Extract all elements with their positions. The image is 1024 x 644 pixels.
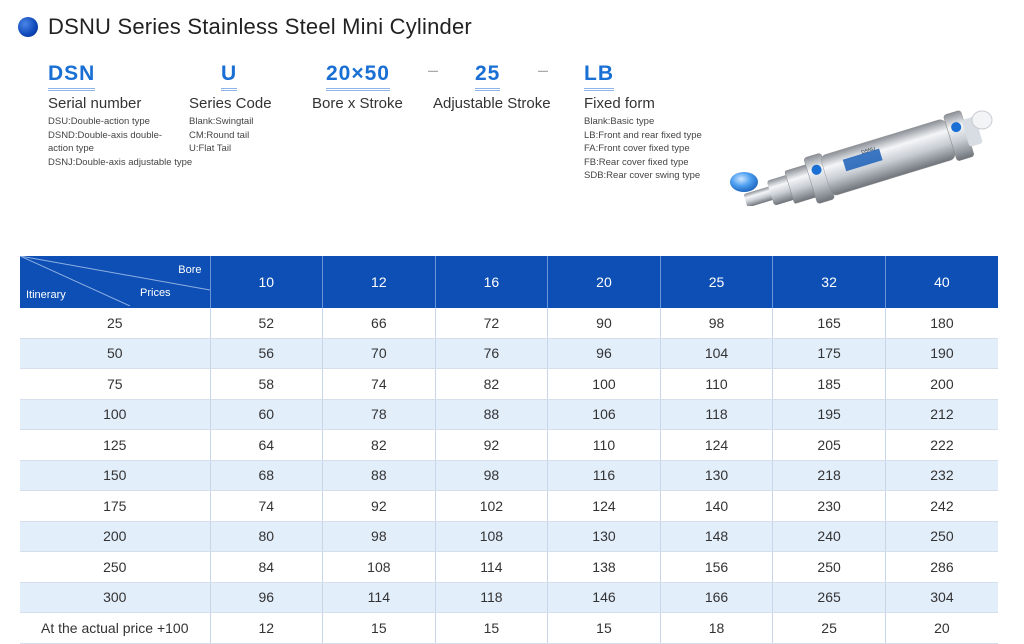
price-cell: 15 <box>435 613 548 644</box>
price-cell: 15 <box>323 613 436 644</box>
price-cell: 138 <box>548 552 661 583</box>
price-cell: 58 <box>210 369 323 400</box>
table-row <box>20 582 998 613</box>
price-cell: 70 <box>323 338 436 369</box>
desc-line: Blank:Basic type <box>584 116 655 127</box>
price-cell: 205 <box>773 430 886 461</box>
table-row <box>20 521 998 552</box>
desc-line: Blank:Swingtail <box>189 116 254 127</box>
table-row <box>20 613 998 644</box>
table-row <box>20 308 998 338</box>
price-cell: 180 <box>885 308 998 338</box>
price-cell: 92 <box>323 491 436 522</box>
price-cell: 175 <box>773 338 886 369</box>
code-label: Adjustable Stroke <box>433 95 551 112</box>
code-label: Series Code <box>189 95 272 112</box>
price-cell: 98 <box>660 308 773 338</box>
price-cell: 74 <box>323 369 436 400</box>
bore-header: 10 <box>210 256 323 308</box>
bore-header: 20 <box>548 256 661 308</box>
bore-header: 25 <box>660 256 773 308</box>
table-row <box>20 491 998 522</box>
price-cell: 18 <box>660 613 773 644</box>
stroke-cell: 150 <box>20 460 210 491</box>
desc-line: FA:Front cover fixed type <box>584 143 690 154</box>
desc-line: LB:Front and rear fixed type <box>584 129 702 141</box>
price-cell: 56 <box>210 338 323 369</box>
price-cell: 166 <box>660 582 773 613</box>
stroke-cell: 175 <box>20 491 210 522</box>
price-cell: 100 <box>548 369 661 400</box>
stroke-cell: 250 <box>20 552 210 583</box>
price-cell: 130 <box>660 460 773 491</box>
stroke-cell: 300 <box>20 582 210 613</box>
code-value: 20×50 <box>326 62 390 91</box>
price-cell: 88 <box>435 399 548 430</box>
table-row <box>20 460 998 491</box>
price-cell: 20 <box>885 613 998 644</box>
bore-header: 40 <box>885 256 998 308</box>
table-row <box>20 399 998 430</box>
price-cell: 230 <box>773 491 886 522</box>
price-cell: 140 <box>660 491 773 522</box>
code-value: U <box>221 62 237 91</box>
code-label: Serial number <box>48 95 142 112</box>
price-cell: 304 <box>885 582 998 613</box>
price-cell: 232 <box>885 460 998 491</box>
price-cell: 222 <box>885 430 998 461</box>
code-fixed-form <box>584 62 702 183</box>
price-cell: 250 <box>885 521 998 552</box>
price-cell: 96 <box>548 338 661 369</box>
price-cell: 72 <box>435 308 548 338</box>
price-cell: 76 <box>435 338 548 369</box>
desc-line: CM:Round tail <box>189 129 250 141</box>
price-cell: 148 <box>660 521 773 552</box>
price-cell: 78 <box>323 399 436 430</box>
code-bore-stroke <box>312 62 403 112</box>
code-series <box>189 62 272 156</box>
price-cell: 12 <box>210 613 323 644</box>
table-row <box>20 430 998 461</box>
stroke-cell: 125 <box>20 430 210 461</box>
code-value: DSN <box>48 62 95 91</box>
price-cell: 74 <box>210 491 323 522</box>
code-value: 25 <box>475 62 500 91</box>
cylinder-image <box>726 96 996 206</box>
price-cell: 146 <box>548 582 661 613</box>
price-cell: 185 <box>773 369 886 400</box>
price-cell: 102 <box>435 491 548 522</box>
price-table <box>20 256 998 644</box>
price-cell: 118 <box>660 399 773 430</box>
corner-itinerary-label: Itinerary <box>26 289 66 301</box>
price-cell: 90 <box>548 308 661 338</box>
stroke-cell: 200 <box>20 521 210 552</box>
price-cell: 240 <box>773 521 886 552</box>
code-description <box>584 115 702 183</box>
desc-line: DSNJ:Double-axis adjustable type <box>48 156 193 168</box>
bore-header: 32 <box>773 256 886 308</box>
corner-bore-label: Bore <box>178 264 202 276</box>
table-row <box>20 369 998 400</box>
stroke-cell: At the actual price +100 <box>20 613 210 644</box>
price-cell: 218 <box>773 460 886 491</box>
price-cell: 212 <box>885 399 998 430</box>
separator: – <box>428 60 439 80</box>
table-row <box>20 552 998 583</box>
table-corner-cell <box>20 256 210 308</box>
code-description <box>189 115 272 156</box>
price-cell: 66 <box>323 308 436 338</box>
price-cell: 82 <box>323 430 436 461</box>
price-cell: 156 <box>660 552 773 583</box>
price-cell: 165 <box>773 308 886 338</box>
price-cell: 60 <box>210 399 323 430</box>
price-cell: 200 <box>885 369 998 400</box>
table-header-row <box>20 256 998 308</box>
code-adjustable-stroke <box>433 62 551 112</box>
corner-prices-label: Prices <box>140 287 171 299</box>
price-cell: 130 <box>548 521 661 552</box>
price-cell: 190 <box>885 338 998 369</box>
price-cell: 108 <box>323 552 436 583</box>
price-cell: 242 <box>885 491 998 522</box>
bore-header: 12 <box>323 256 436 308</box>
price-cell: 124 <box>660 430 773 461</box>
code-description <box>48 115 192 169</box>
price-cell: 25 <box>773 613 886 644</box>
stroke-cell: 100 <box>20 399 210 430</box>
price-cell: 108 <box>435 521 548 552</box>
desc-line: DSU:Double-action type <box>48 116 150 127</box>
price-cell: 82 <box>435 369 548 400</box>
price-cell: 286 <box>885 552 998 583</box>
price-cell: 110 <box>548 430 661 461</box>
price-cell: 114 <box>435 552 548 583</box>
stroke-cell: 75 <box>20 369 210 400</box>
price-cell: 118 <box>435 582 548 613</box>
price-cell: 106 <box>548 399 661 430</box>
desc-line: U:Flat Tail <box>189 143 232 154</box>
price-cell: 116 <box>548 460 661 491</box>
price-cell: 195 <box>773 399 886 430</box>
stroke-cell: 50 <box>20 338 210 369</box>
price-cell: 250 <box>773 552 886 583</box>
bore-header: 16 <box>435 256 548 308</box>
price-cell: 15 <box>548 613 661 644</box>
price-cell: 124 <box>548 491 661 522</box>
desc-line: DSND:Double-axis double- <box>48 129 163 141</box>
price-cell: 52 <box>210 308 323 338</box>
code-label: Bore x Stroke <box>312 95 403 112</box>
code-value: LB <box>584 62 614 91</box>
price-cell: 98 <box>435 460 548 491</box>
table-row <box>20 338 998 369</box>
desc-line: FB:Rear cover fixed type <box>584 156 689 168</box>
code-serial-number <box>48 62 192 169</box>
code-label: Fixed form <box>584 95 655 112</box>
price-cell: 265 <box>773 582 886 613</box>
price-cell: 104 <box>660 338 773 369</box>
price-cell: 92 <box>435 430 548 461</box>
price-cell: 68 <box>210 460 323 491</box>
page-title: DSNU Series Stainless Steel Mini Cylinder <box>48 14 472 39</box>
price-cell: 114 <box>323 582 436 613</box>
desc-line: SDB:Rear cover swing type <box>584 170 701 181</box>
price-cell: 98 <box>323 521 436 552</box>
price-cell: 88 <box>323 460 436 491</box>
price-cell: 110 <box>660 369 773 400</box>
page-header <box>18 14 472 40</box>
price-cell: 84 <box>210 552 323 583</box>
separator: – <box>538 60 549 80</box>
stroke-cell: 25 <box>20 308 210 338</box>
bullet-icon <box>18 17 38 37</box>
price-cell: 96 <box>210 582 323 613</box>
cylinder-label: DSNU <box>860 145 877 156</box>
desc-line: action type <box>48 143 94 154</box>
price-cell: 80 <box>210 521 323 552</box>
price-cell: 64 <box>210 430 323 461</box>
